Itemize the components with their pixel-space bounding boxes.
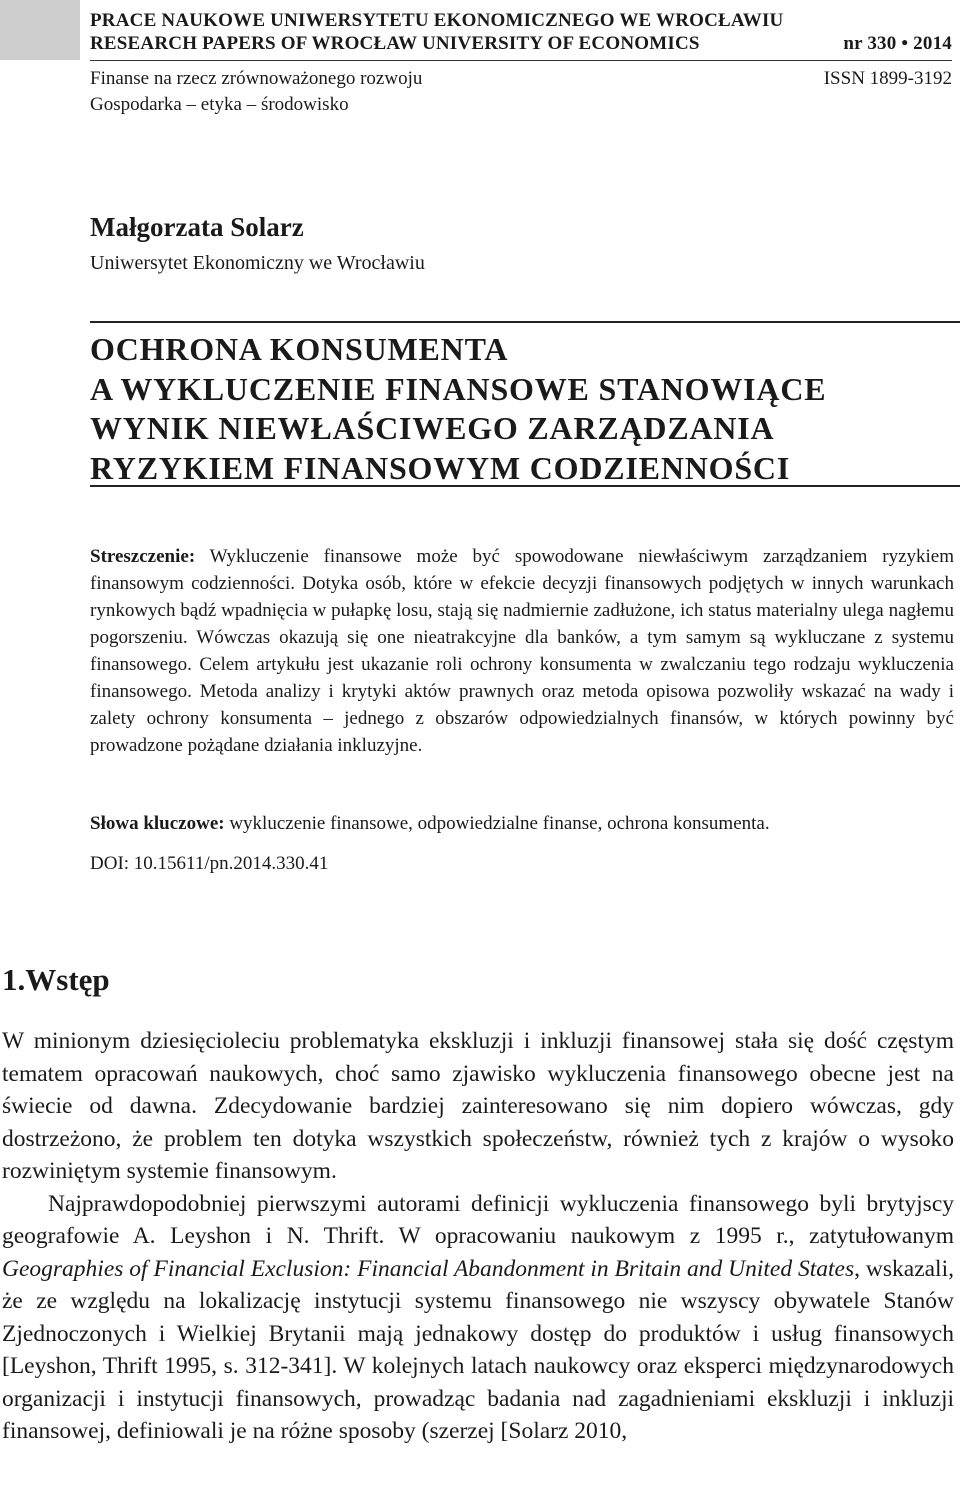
body-text <box>2 1025 954 1448</box>
series-info <box>90 66 422 118</box>
issn: ISSN 1899-3192 <box>823 68 952 89</box>
title-rule-top <box>90 321 960 323</box>
paper-title <box>90 330 960 488</box>
abstract <box>90 543 954 759</box>
paragraph <box>2 1188 954 1448</box>
issue-number: nr 330 • 2014 <box>843 33 952 54</box>
abstract-text: Wykluczenie finansowe może być spowodowane niewłaściwym zarządzaniem ryzykiem finansowym codzienności. Dotyka osób, które w efekcie decyzji finansowych podjętych w innych warunkach rynkowych bądź wpadnięcia w pułapkę losu, stają się nadmiernie zadłużone, ich status materialny ulega nagłemu pogorszeniu. Wówczas okazują się one nieatrakcyjne dla banków, a tym samym są wykluczane z systemu finansowego. Celem artykułu jest ukazanie roli ochrony konsumenta w zwalczaniu tego rodzaju wykluczenia finansowego. Metoda analizy i krytyki aktów prawnych oraz metoda opisowa pozwoliły wskazać na wady i zalety ochrony konsumenta – jednego z obszarów odpowiedzialnych finansów, w których powinny być prowadzone pożądane działania inkluzyjne. <box>90 546 954 756</box>
series-line-1: Finanse na rzecz zrównoważonego rozwoju <box>90 68 423 89</box>
journal-title-en-row <box>90 33 952 55</box>
paragraph-text: , wskazali, że ze względu na lokalizację instytucji systemu finansowego nie wszyscy obywatele Stanów Zjednoczonych i Wielkiej Brytanii mają jednakowy dostęp do produktów i usług finansowych [Leyshon, Thrift 1995, s. 312-341]. W kolejnych latach naukowcy oraz eksperci międzynarodowych organizacji i instytucji finansowych, prowadząc badania nad zagadnieniami ekskluzji i inkluzji finansowej, definiowali je na różne sposoby (szerzej [Solarz 2010, <box>2 1255 954 1444</box>
series-line-2: Gospodarka – etyka – środowisko <box>90 94 349 115</box>
abstract-label: Streszczenie: <box>90 546 196 567</box>
header-rule <box>90 60 952 61</box>
title-line: A WYKLUCZENIE FINANSOWE STANOWIĄCE <box>90 370 827 407</box>
title-line: RYZYKIEM FINANSOWYM CODZIENNOŚCI <box>90 449 791 486</box>
journal-title-en: RESEARCH PAPERS OF WROCŁAW UNIVERSITY OF ECONOMICS <box>90 33 700 54</box>
title-rule-bottom <box>90 485 960 487</box>
paragraph: W minionym dziesięcioleciu problematyka ekskluzji i inkluzji finansowej stała się dość częstym tematem opracowań naukowych, choć samo zjawisko wykluczenia finansowego obecne jest na świecie od dawna. Zdecydowanie bardziej zainteresowano się nim dopiero wówczas, gdy dostrzeżono, że problem ten dotyka wszystkich społeczeństw, również tych z krajów o wysoko rozwiniętym systemie finansowym. <box>2 1028 954 1184</box>
author-name: Małgorzata Solarz <box>90 212 304 242</box>
paragraph-text: Najprawdopodobniej pierwszymi autorami definicji wykluczenia finansowego byli brytyjscy geografowie A. Leyshon i N. Thrift. W opracowaniu naukowym z 1995 r., zatytułowanym <box>2 1190 954 1249</box>
cited-title: Geographies of Financial Exclusion: Financial Abandonment in Britain and United States <box>2 1255 855 1282</box>
header-gray-block <box>0 0 80 60</box>
title-line: OCHRONA KONSUMENTA <box>90 331 509 367</box>
journal-title-pl: PRACE NAUKOWE UNIWERSYTETU EKONOMICZNEGO WE WROCŁAWIU <box>90 10 784 31</box>
section-heading: 1.Wstęp <box>2 962 110 997</box>
doi: DOI: 10.15611/pn.2014.330.41 <box>90 853 329 874</box>
keywords <box>90 810 954 837</box>
keywords-text: wykluczenie finansowe, odpowiedzialne finanse, ochrona konsumenta. <box>229 813 770 834</box>
keywords-label: Słowa kluczowe: <box>90 813 225 834</box>
title-line: WYNIK NIEWŁAŚCIWEGO ZARZĄDZANIA <box>90 410 775 446</box>
author-affiliation: Uniwersytet Ekonomiczny we Wrocławiu <box>90 252 425 274</box>
